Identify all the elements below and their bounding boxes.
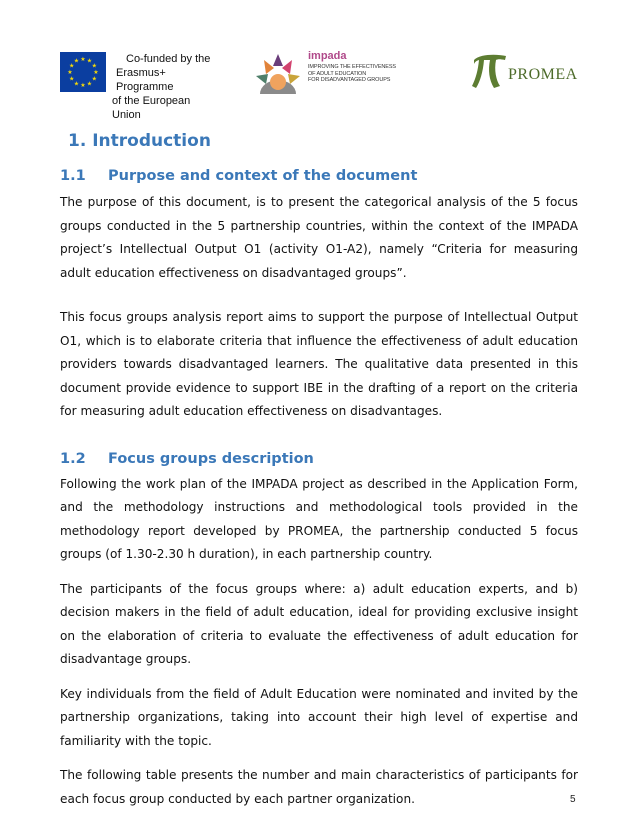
erasmus-line-2: Erasmus+ Programme (116, 67, 174, 93)
section-1-title: Introduction (92, 131, 211, 151)
page-number: 5 (570, 794, 576, 805)
eu-flag-icon (60, 52, 106, 92)
impada-tagline-line-2: OF ADULT EDUCATION (308, 70, 367, 77)
erasmus-line-3: of the European Union (112, 95, 191, 121)
paragraph-table-intro: The following table presents the number and main characteristics of participants for each focus group conducted by each partner organization. (60, 768, 578, 806)
svg-text:★: ★ (69, 62, 75, 70)
svg-text:★: ★ (73, 57, 80, 65)
paragraph-participants: The participants of the focus groups where: a) adult education experts, and b) decision makers in the field of adult education, ideal for providing exclusive insight on the elaboration of criteria to evaluate the effectiveness of adult education for disadvantage groups. (60, 581, 578, 666)
impada-logo (250, 40, 405, 100)
document-body (60, 127, 578, 811)
erasmus-line-1: Co-funded by the (126, 53, 211, 65)
impada-tagline (308, 64, 396, 84)
svg-text:★: ★ (91, 62, 97, 70)
erasmus-logo (60, 52, 212, 121)
paragraph-purpose: The purpose of this document, is to present the categorical analysis of the 5 focus groups conducted in the 5 partnership countries, within the context of the IMPADA project’s Intellectual Output O1 (activity O1-A2), namely “Criteria for measuring adult education effectiveness on disadvantaged groups”. (60, 195, 578, 280)
paragraph-report-aim: This focus groups analysis report aims to support the purpose of Intellectual Output O1, which is to elaborate criteria that influence the effectiveness of adult education providers towards disadvantaged learners. The qualitative data presented in this document provide evidence to support IBE in the drafting of a report on the criteria for measuring adult education effectiveness on disadvantages. (60, 310, 578, 418)
impada-sun-icon (250, 44, 306, 100)
svg-text:★: ★ (73, 80, 80, 88)
svg-text:★: ★ (93, 69, 99, 76)
svg-text:★: ★ (91, 75, 97, 83)
svg-text:★: ★ (69, 75, 75, 83)
section-1-2-title: Focus groups description (108, 450, 314, 467)
promea-logo-text: PROMEA (508, 66, 578, 83)
svg-text:★: ★ (86, 57, 93, 65)
section-1-number: 1. (68, 131, 87, 151)
svg-text:★: ★ (86, 80, 93, 88)
svg-text:★: ★ (80, 56, 86, 63)
section-1-1-number: 1.1 (60, 168, 86, 184)
paragraph-work-plan: Following the work plan of the IMPADA project as described in the Application Form, and the methodology instructions and methodological tools provided in the methodology report developed by PROMEA, the partnership conducted 5 focus groups (of 1.30-2.30 h duration), in each partnership country. (60, 476, 578, 561)
promea-logo (470, 50, 600, 94)
svg-text:★: ★ (67, 69, 73, 76)
impada-brand-text: impada (308, 50, 347, 62)
erasmus-logo-text (112, 52, 212, 122)
section-1-2-number: 1.2 (60, 450, 86, 467)
impada-tagline-line-1: IMPROVING THE EFFECTIVENESS (308, 64, 396, 70)
section-1-1-heading (60, 164, 578, 188)
paragraph-key-individuals: Key individuals from the field of Adult Education were nominated and invited by the partnership organizations, taking into account their high level of expertise and familiarity with the topic. (60, 686, 578, 748)
impada-tagline-line-3: FOR DISADVANTAGED GROUPS (308, 77, 391, 83)
svg-text:★: ★ (80, 82, 86, 89)
page-header (0, 0, 638, 121)
section-1-heading (60, 127, 578, 155)
section-1-2-heading (60, 447, 578, 471)
pi-symbol-icon (470, 50, 510, 92)
section-1-1-title: Purpose and context of the document (108, 168, 418, 184)
